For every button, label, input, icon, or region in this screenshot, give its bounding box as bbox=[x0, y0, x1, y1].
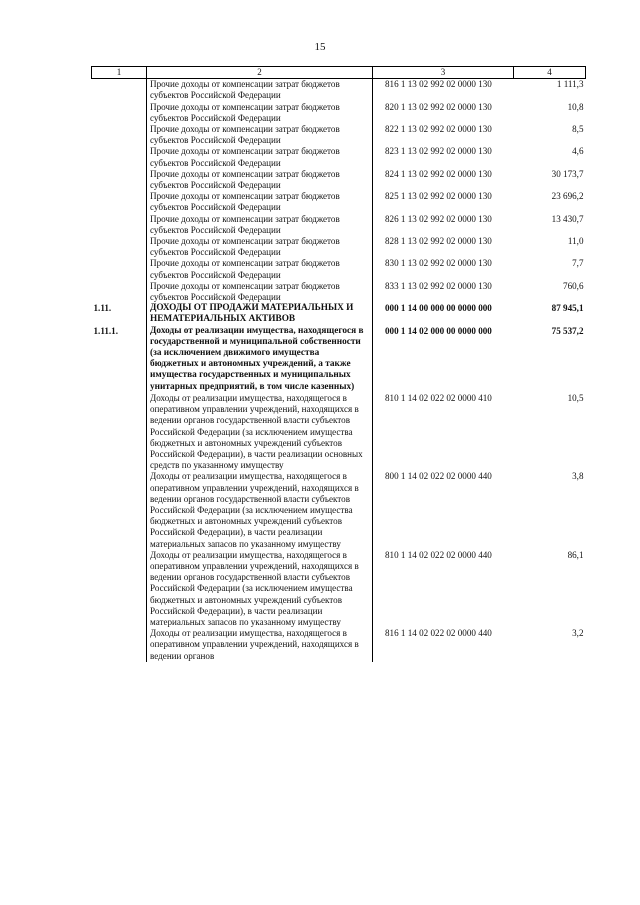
row-name: Прочие доходы от компенсации затрат бюджетов субъектов Российской Федерации bbox=[147, 191, 373, 213]
row-number bbox=[92, 393, 147, 471]
row-number bbox=[92, 191, 147, 213]
table-header-row bbox=[92, 67, 586, 79]
row-value: 3,2 bbox=[572, 628, 584, 639]
row-value: 23 696,2 bbox=[551, 191, 584, 202]
table-row bbox=[92, 124, 586, 146]
row-value: 7,7 bbox=[572, 258, 584, 269]
row-code: 822 1 13 02 992 02 0000 130 bbox=[385, 124, 492, 135]
table-row bbox=[92, 214, 586, 236]
page-number: 15 bbox=[314, 41, 326, 53]
row-number: 1.11.1. bbox=[93, 325, 119, 336]
table-row bbox=[92, 258, 586, 280]
row-number bbox=[92, 102, 147, 124]
row-code: 825 1 13 02 992 02 0000 130 bbox=[385, 191, 492, 202]
row-value: 10,8 bbox=[567, 101, 584, 112]
row-number bbox=[92, 550, 147, 628]
row-name: Прочие доходы от компенсации затрат бюджетов субъектов Российской Федерации bbox=[147, 281, 373, 303]
row-code: 816 1 14 02 022 02 0000 440 bbox=[385, 628, 492, 639]
row-number bbox=[92, 79, 147, 102]
row-code: 820 1 13 02 992 02 0000 130 bbox=[385, 101, 492, 112]
row-number bbox=[92, 628, 147, 662]
row-value: 4,6 bbox=[572, 146, 584, 157]
row-value: 3,8 bbox=[572, 471, 584, 482]
row-number bbox=[92, 471, 147, 549]
row-code: 800 1 14 02 022 02 0000 440 bbox=[385, 471, 492, 482]
row-number bbox=[92, 281, 147, 303]
row-value: 75 537,2 bbox=[551, 325, 584, 336]
row-code: 000 1 14 00 000 00 0000 000 bbox=[385, 303, 492, 314]
table-row bbox=[92, 169, 586, 191]
row-code: 824 1 13 02 992 02 0000 130 bbox=[385, 168, 492, 179]
row-value: 13 430,7 bbox=[551, 213, 584, 224]
header-col-2: 2 bbox=[147, 67, 373, 79]
table-row bbox=[92, 628, 586, 662]
row-value: 86,1 bbox=[567, 549, 584, 560]
row-number bbox=[92, 214, 147, 236]
row-name: Доходы от реализации имущества, находящегося в оперативном управлении учреждений, находящихся в ведении органов bbox=[147, 628, 373, 662]
row-name: Доходы от реализации имущества, находящегося в оперативном управлении учреждений, находящихся в ведении органов государственной власти субъектов Российской Федерации (за исключением имущества бюджетных и автономных учреждений субъектов Российской Федерации), в части реализации основных средств по указанному имуществу bbox=[147, 393, 373, 471]
table-row bbox=[92, 102, 586, 124]
row-number bbox=[92, 169, 147, 191]
row-name: Прочие доходы от компенсации затрат бюджетов субъектов Российской Федерации bbox=[147, 124, 373, 146]
table-row bbox=[92, 236, 586, 258]
row-name: Прочие доходы от компенсации затрат бюджетов субъектов Российской Федерации bbox=[147, 79, 373, 102]
row-value: 1 111,3 bbox=[556, 79, 584, 90]
revenue-table bbox=[91, 66, 586, 662]
row-name: Прочие доходы от компенсации затрат бюджетов субъектов Российской Федерации bbox=[147, 146, 373, 168]
header-col-3: 3 bbox=[373, 67, 514, 79]
row-name: Прочие доходы от компенсации затрат бюджетов субъектов Российской Федерации bbox=[147, 102, 373, 124]
table-row bbox=[92, 550, 586, 628]
row-code: 810 1 14 02 022 02 0000 410 bbox=[385, 392, 492, 403]
row-value: 87 945,1 bbox=[551, 303, 584, 314]
header-col-4: 4 bbox=[514, 67, 586, 79]
row-number bbox=[92, 258, 147, 280]
row-code: 810 1 14 02 022 02 0000 440 bbox=[385, 549, 492, 560]
row-code: 826 1 13 02 992 02 0000 130 bbox=[385, 213, 492, 224]
row-name: Доходы от реализации имущества, находящегося в оперативном управлении учреждений, находящихся в ведении органов государственной власти субъектов Российской Федерации (за исключением имущества бюджетных и автономных учреждений субъектов Российской Федерации), в части реализации материальных запасов по указанному имуществу bbox=[147, 550, 373, 628]
row-name: Доходы от реализации имущества, находящегося в государственной и муниципальной собственности (за исключением движимого имущества бюджетных и автономных учреждений, а также имущества государственных и муниципальных унитарных предприятий, в том числе казенных) bbox=[147, 326, 373, 393]
table-row bbox=[92, 281, 586, 303]
row-value: 30 173,7 bbox=[551, 168, 584, 179]
row-name: Прочие доходы от компенсации затрат бюджетов субъектов Российской Федерации bbox=[147, 236, 373, 258]
table-row bbox=[92, 471, 586, 549]
row-number bbox=[92, 124, 147, 146]
row-number bbox=[92, 236, 147, 258]
table-row bbox=[92, 146, 586, 168]
table-row bbox=[92, 326, 586, 393]
table-row bbox=[92, 191, 586, 213]
row-name: Прочие доходы от компенсации затрат бюджетов субъектов Российской Федерации bbox=[147, 169, 373, 191]
row-code: 833 1 13 02 992 02 0000 130 bbox=[385, 280, 492, 291]
table-row bbox=[92, 79, 586, 102]
row-code: 823 1 13 02 992 02 0000 130 bbox=[385, 146, 492, 157]
row-value: 11,0 bbox=[567, 236, 584, 247]
table-row bbox=[92, 393, 586, 471]
row-number bbox=[92, 146, 147, 168]
row-name: Прочие доходы от компенсации затрат бюджетов субъектов Российской Федерации bbox=[147, 214, 373, 236]
row-value: 10,5 bbox=[567, 392, 584, 403]
row-value: 8,5 bbox=[572, 124, 584, 135]
row-code: 816 1 13 02 992 02 0000 130 bbox=[385, 79, 492, 90]
header-col-1: 1 bbox=[92, 67, 147, 79]
row-code: 828 1 13 02 992 02 0000 130 bbox=[385, 236, 492, 247]
row-number: 1.11. bbox=[93, 303, 112, 314]
row-name: Доходы от реализации имущества, находящегося в оперативном управлении учреждений, находящихся в ведении органов государственной власти субъектов Российской Федерации (за исключением имущества бюджетных и автономных учреждений субъектов Российской Федерации), в части реализации материальных запасов по указанному имуществу bbox=[147, 471, 373, 549]
row-name: ДОХОДЫ ОТ ПРОДАЖИ МАТЕРИАЛЬНЫХ И НЕМАТЕРИАЛЬНЫХ АКТИВОВ bbox=[147, 303, 373, 325]
table-row bbox=[92, 303, 586, 325]
table-body bbox=[92, 79, 586, 662]
row-code: 830 1 13 02 992 02 0000 130 bbox=[385, 258, 492, 269]
row-code: 000 1 14 02 000 00 0000 000 bbox=[385, 325, 492, 336]
row-value: 760,6 bbox=[563, 280, 584, 291]
row-name: Прочие доходы от компенсации затрат бюджетов субъектов Российской Федерации bbox=[147, 258, 373, 280]
